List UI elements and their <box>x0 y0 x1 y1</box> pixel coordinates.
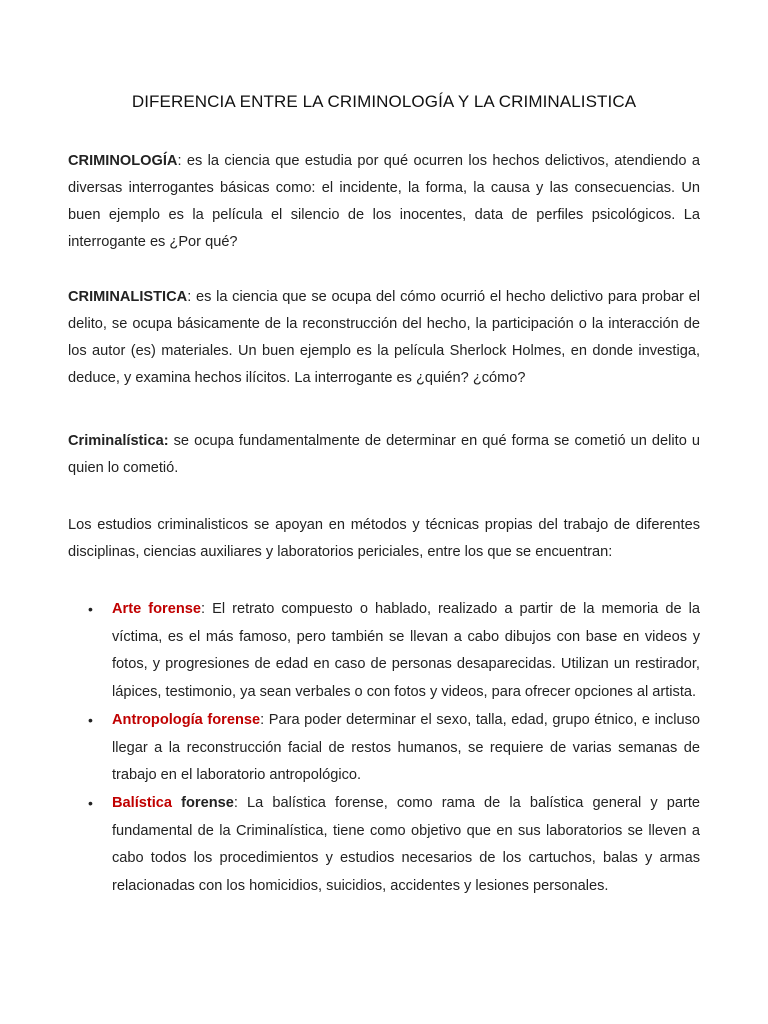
list-item <box>68 707 700 790</box>
bullet-icon: • <box>88 711 93 728</box>
paragraph-criminalistica <box>68 284 700 392</box>
list-item-term: Antropología forense <box>112 711 261 728</box>
term-criminalistica: CRIMINALISTICA <box>68 289 188 305</box>
list-item-term: Balística <box>112 794 173 811</box>
disciplines-list <box>68 596 700 901</box>
list-item-text: : Para poder determinar el sexo, talla, edad, grupo étnico, e incluso llegar a la reconstrucción facial de restos humanos, se requiere de varias semanas de trabajo en el laboratorio antropológico. <box>112 711 701 784</box>
bullet-icon: • <box>88 794 93 811</box>
list-item-text: : La balística forense, como rama de la balística general y parte fundamental de la Criminalística, tiene como objetivo que en sus laboratorios se lleven a cabo todos los procedimientos y estudios necesarios de los cartuchos, balas y armas relacionadas con los homicidios, suicidios, accidentes y lesiones personales. <box>112 794 700 895</box>
paragraph-criminalistica-definition <box>68 428 700 482</box>
text-criminalistica: : es la ciencia que se ocupa del cómo ocurrió el hecho delictivo para probar el delito, se ocupa básicamente de la reconstrucción del hecho, la participación o la interacción de los autor (es) materiales. Un buen ejemplo es la película Sherlock Holmes, en donde investiga, deduce, y examina hechos ilícitos. La interrogante es ¿quién? ¿cómo? <box>68 289 700 386</box>
list-item <box>68 790 700 901</box>
bullet-icon: • <box>88 601 93 617</box>
text-criminologia: : es la ciencia que estudia por qué ocurren los hechos delictivos, atendiendo a diversas interrogantes básicas como: el incidente, la forma, la causa y las consecuencias. Un buen ejemplo es la película el silencio de los inocentes, data de perfiles psicológicos. La interrogante es ¿Por qué? <box>68 153 700 250</box>
list-item <box>68 596 700 707</box>
paragraph-intro: Los estudios criminalisticos se apoyan en métodos y técnicas propias del trabajo de diferentes disciplinas, ciencias auxiliares y laboratorios periciales, entre los que se encuentran: <box>68 517 700 560</box>
term-criminalistica-definition: Criminalística: <box>68 433 169 449</box>
term-criminologia: CRIMINOLOGÍA <box>68 153 178 169</box>
paragraph-criminologia <box>68 148 700 256</box>
list-item-term-extra: forense <box>172 794 234 811</box>
list-item-text: : El retrato compuesto o hablado, realizado a partir de la memoria de la víctima, es el más famoso, pero también se llevan a cabo dibujos con base en videos y fotos, y progresiones de edad en caso de personas desaparecidas. Utilizan un restirador, lápices, testimonio, ya sean verbales o con fotos y videos, para ofrecer opciones al artista. <box>112 601 701 701</box>
text-criminalistica-definition: se ocupa fundamentalmente de determinar en qué forma se cometió un delito u quien lo cometió. <box>68 433 700 476</box>
document-title: DIFERENCIA ENTRE LA CRIMINOLOGÍA Y LA CRIMINALISTICA <box>131 92 637 111</box>
list-item-term: Arte forense <box>112 601 201 617</box>
